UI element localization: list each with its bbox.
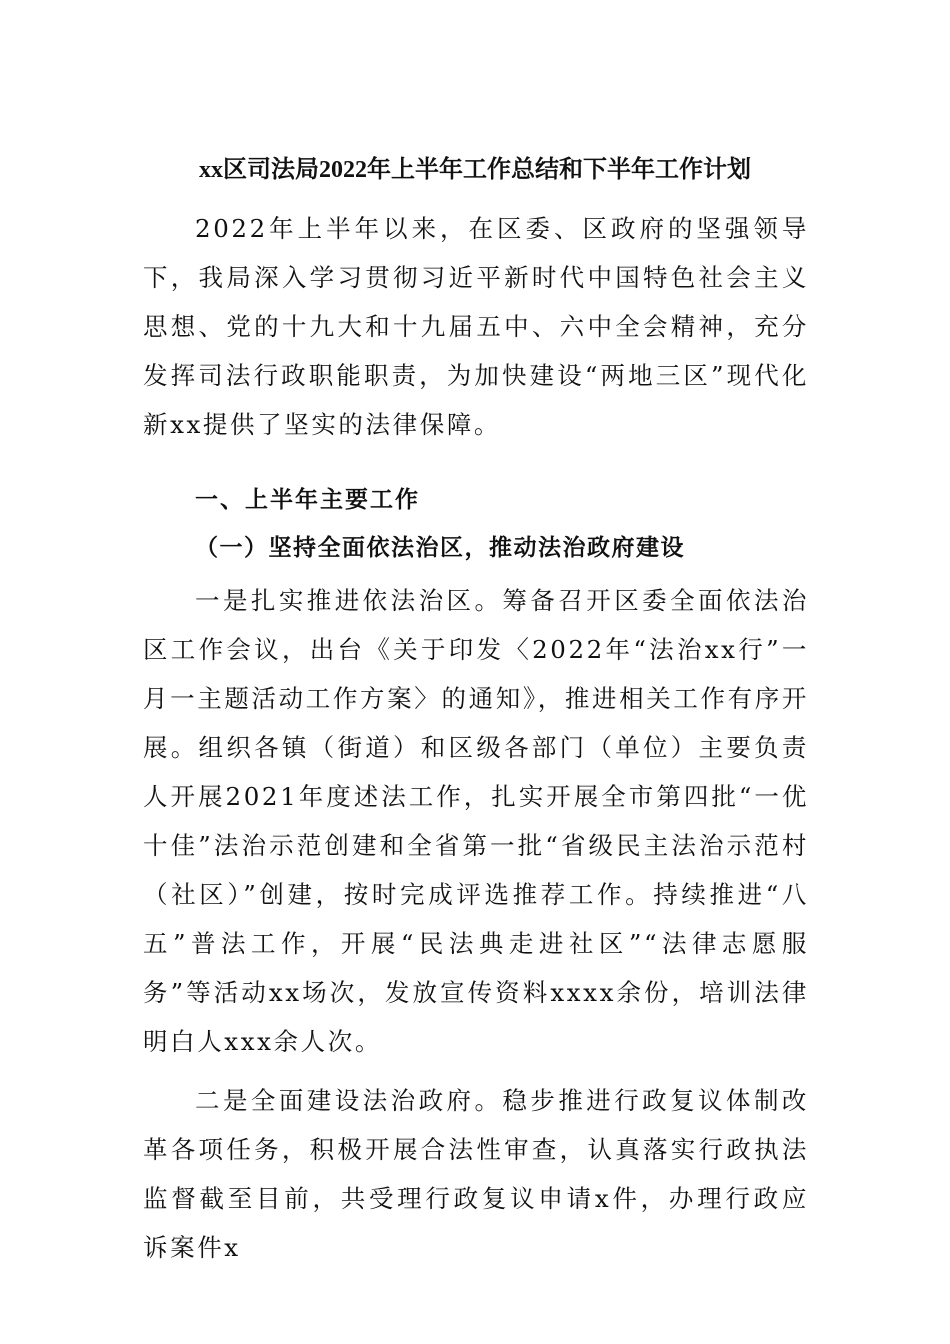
- intro-paragraph: 2022年上半年以来，在区委、区政府的坚强领导下，我局深入学习贯彻习近平新时代中国特色社会主义思想、党的十九大和十九届五中、六中全会精神，充分发挥司法行政职能职责，为加快建设“两地三区”现代化新xx提供了坚实的法律保障。: [143, 214, 809, 439]
- document-title: xx区司法局2022年上半年工作总结和下半年工作计划: [199, 157, 751, 183]
- section-heading: 一、上半年主要工作: [195, 487, 420, 513]
- subsection-heading: （一）坚持全面依法治区，推动法治政府建设: [195, 535, 685, 561]
- body-paragraph-1: 一是扎实推进依法治区。筹备召开区委全面依法治区工作会议，出台《关于印发〈2022年“法治xx行”一月一主题活动工作方案〉的通知》，推进相关工作有序开展。组织各镇（街道）和区级各部门（单位）主要负责人开展2021年度述法工作，扎实开展全市第四批“一优十佳”法治示范创建和全省第一批“省级民主法治示范村（社区）”创建，按时完成评选推荐工作。持续推进“八五”普法工作，开展“民法典走进社区”“法律志愿服务”等活动xx场次，发放宣传资料xxxx余份，培训法律明白人xxx余人次。: [143, 586, 809, 1056]
- body-paragraph-2: 二是全面建设法治政府。稳步推进行政复议体制改革各项任务，积极开展合法性审查，认真落实行政执法监督截至目前，共受理行政复议申请x件，办理行政应诉案件x: [143, 1086, 809, 1262]
